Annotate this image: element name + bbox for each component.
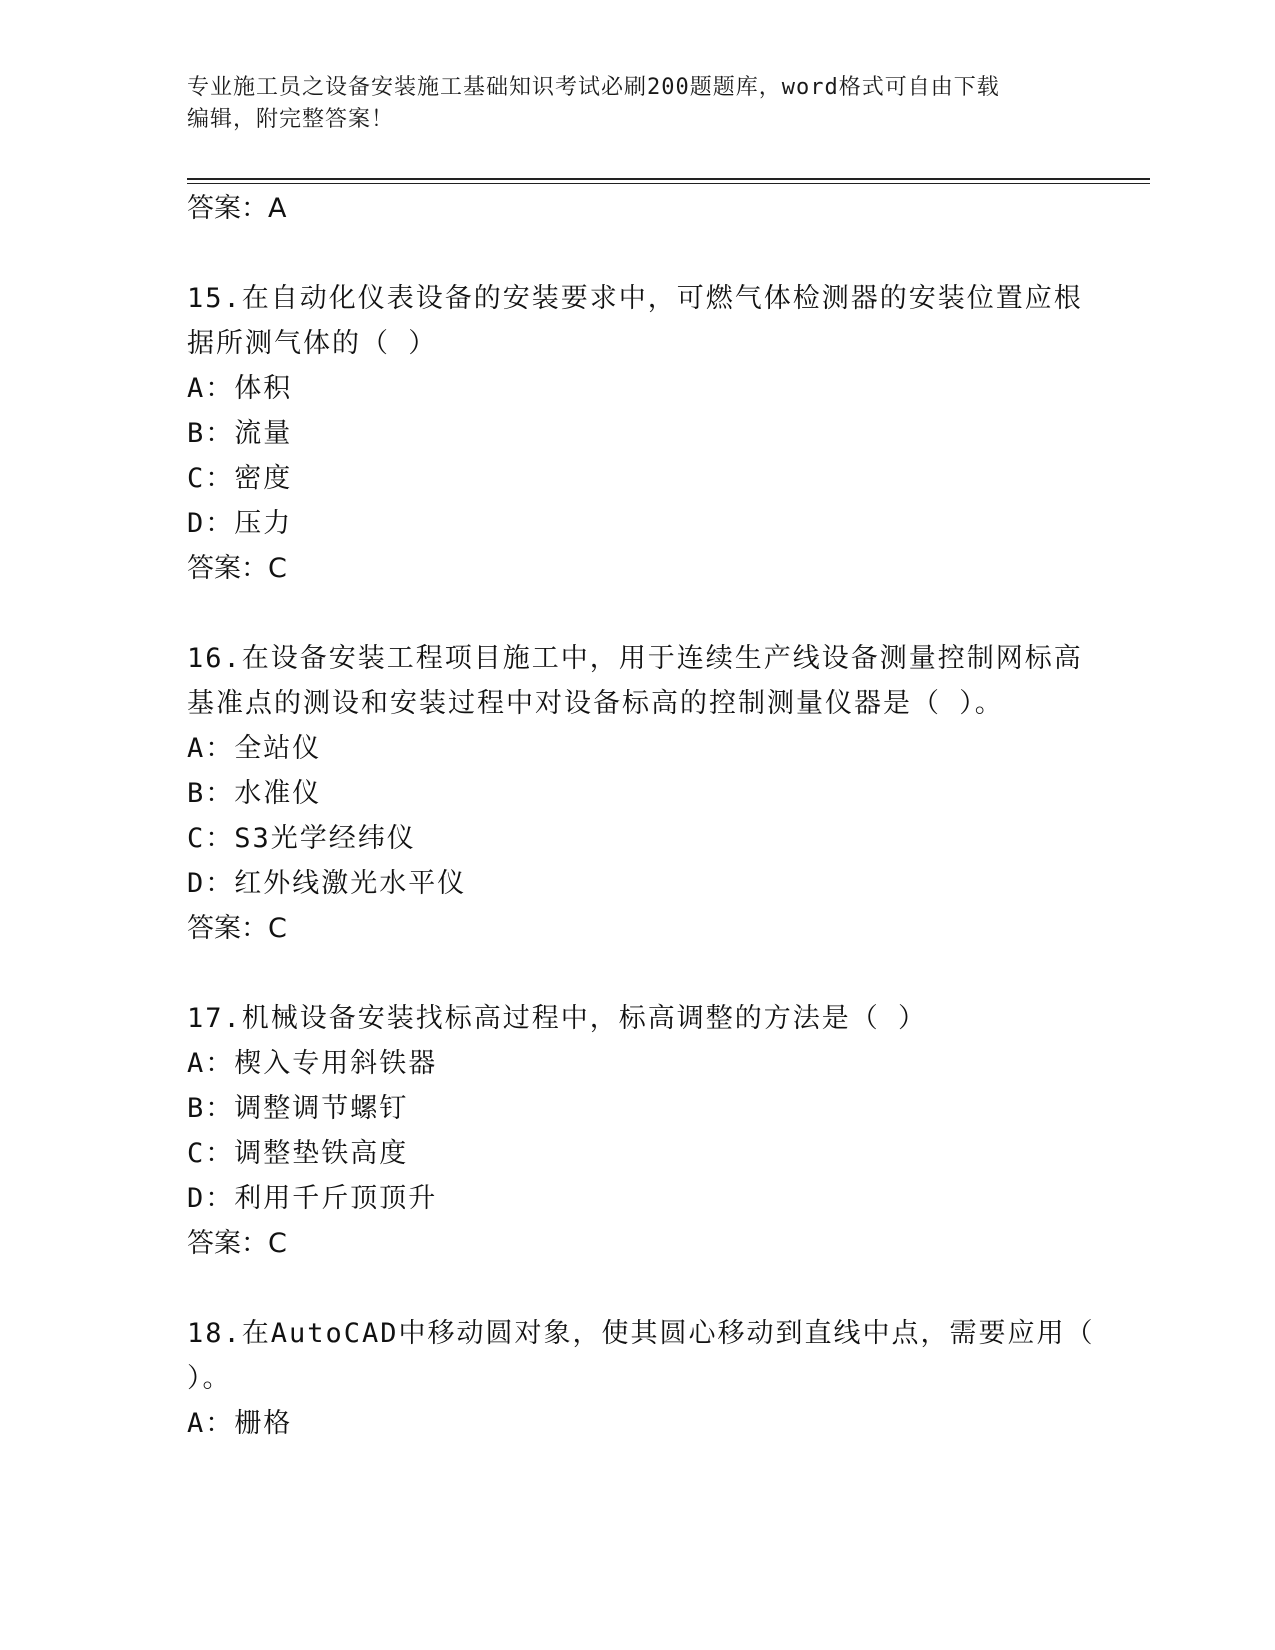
answer-line: 答案：C	[187, 1228, 287, 1259]
option-a: A：栅格	[187, 1408, 293, 1439]
question-17	[187, 996, 1107, 1266]
option-a: A：楔入专用斜铁器	[187, 1048, 438, 1079]
question-title-cont: 据所测气体的（ ）	[187, 328, 438, 359]
option-c: C：S3光学经纬仪	[187, 823, 416, 854]
question-15	[187, 276, 1107, 591]
answer-line: 答案：C	[187, 553, 287, 584]
option-c: C：密度	[187, 463, 293, 494]
option-b: B：流量	[187, 418, 293, 449]
option-d: D：红外线激光水平仪	[187, 868, 467, 899]
option-d: D：利用千斤顶顶升	[187, 1183, 438, 1214]
question-title: 17.机械设备安装找标高过程中，标高调整的方法是（ ）	[187, 1003, 928, 1034]
question-16	[187, 636, 1107, 951]
answer-line: 答案：A	[187, 193, 287, 224]
question-title-cont: 基准点的测设和安装过程中对设备标高的控制测量仪器是（ ）。	[187, 688, 1004, 719]
question-title: 15.在自动化仪表设备的安装要求中，可燃气体检测器的安装位置应根	[187, 283, 1083, 314]
question-title: 18.在AutoCAD中移动圆对象，使其圆心移动到直线中点，需要应用（	[187, 1318, 1095, 1349]
option-a: A：全站仪	[187, 733, 322, 764]
answer-line: 答案：C	[187, 913, 287, 944]
header-divider-thin	[187, 183, 1150, 184]
header-line-2: 编辑，附完整答案！	[187, 107, 395, 132]
header-divider	[187, 178, 1150, 180]
option-b: B：水准仪	[187, 778, 322, 809]
option-a: A：体积	[187, 373, 293, 404]
header-line-1: 专业施工员之设备安装施工基础知识考试必刷200题题库，word格式可自由下载	[187, 75, 1000, 100]
question-title: 16.在设备安装工程项目施工中，用于连续生产线设备测量控制网标高	[187, 643, 1083, 674]
question-title-cont: ）。	[187, 1363, 232, 1394]
question-18	[187, 1311, 1107, 1446]
option-d: D：压力	[187, 508, 293, 539]
document-header	[187, 72, 1087, 136]
option-c: C：调整垫铁高度	[187, 1138, 409, 1169]
question-list	[187, 186, 1107, 1446]
option-b: B：调整调节螺钉	[187, 1093, 409, 1124]
